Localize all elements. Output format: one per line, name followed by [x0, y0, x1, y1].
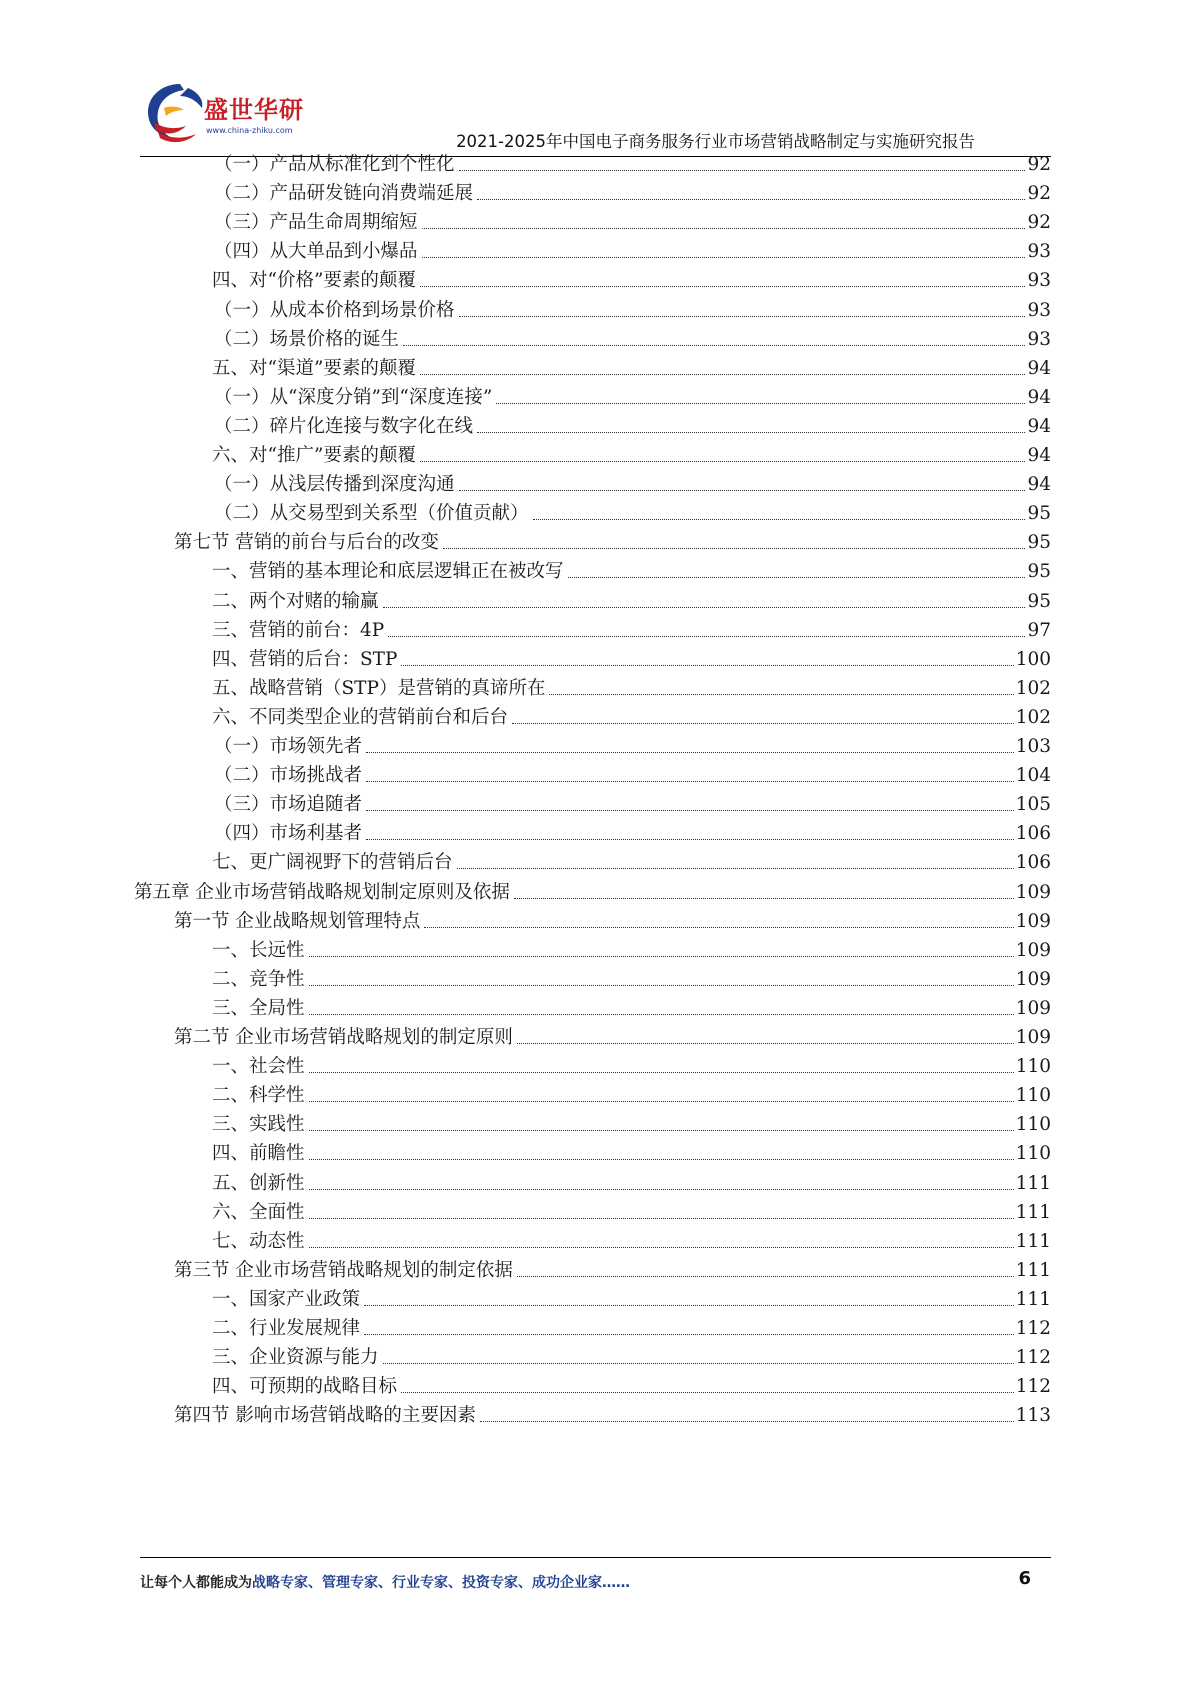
toc-entry-label: 六、不同类型企业的营销前台和后台	[212, 706, 509, 728]
toc-entry[interactable]	[212, 961, 1051, 992]
toc-entry-page: 109	[1015, 997, 1051, 1019]
toc-entry-page: 109	[1015, 910, 1051, 932]
toc-leader-dots	[459, 170, 1026, 171]
toc-leader-dots	[401, 1392, 1014, 1393]
toc-entry-label: 第三节 企业市场营销战略规划的制定依据	[174, 1259, 513, 1281]
toc-entry-page: 97	[1027, 619, 1051, 641]
brand-name: 盛世华研	[204, 96, 304, 124]
toc-entry[interactable]	[212, 437, 1051, 468]
toc-entry-label: （三）产品生命周期缩短	[214, 212, 418, 234]
toc-entry-label: 四、对“价格”要素的颠覆	[212, 270, 416, 292]
toc-leader-dots	[422, 228, 1026, 229]
toc-entry-page: 111	[1015, 1230, 1051, 1252]
toc-entry-page: 105	[1015, 794, 1051, 816]
toc-entry[interactable]	[212, 670, 1051, 701]
toc-entry-label: 五、对“渠道”要素的颠覆	[212, 357, 416, 379]
toc-entry-page: 93	[1027, 299, 1051, 321]
toc-entry-label: 一、社会性	[212, 1056, 305, 1078]
toc-leader-dots	[496, 403, 1025, 404]
toc-leader-dots	[424, 927, 1013, 928]
toc-entry[interactable]	[212, 1194, 1051, 1225]
toc-entry[interactable]	[212, 1135, 1051, 1166]
toc-entry-page: 112	[1015, 1376, 1051, 1398]
toc-entry-page: 110	[1015, 1114, 1051, 1136]
toc-entry-label: （四）市场利基者	[214, 823, 363, 845]
report-title: 2021-2025年中国电子商务服务行业市场营销战略制定与实施研究报告	[456, 132, 975, 151]
toc-entry[interactable]	[212, 641, 1051, 672]
toc-entry-label: 六、对“推广”要素的颠覆	[212, 445, 416, 466]
toc-entry-page: 95	[1027, 561, 1051, 583]
toc-entry[interactable]	[212, 844, 1051, 875]
toc-entry-label: （二）产品研发链向消费端延展	[214, 183, 474, 205]
toc-leader-dots	[477, 199, 1025, 200]
toc-leader-dots	[366, 781, 1014, 782]
footer-divider	[140, 1557, 1051, 1558]
toc-entry-label: （一）从成本价格到场景价格	[214, 299, 455, 321]
toc-entry-page: 111	[1015, 1201, 1051, 1223]
toc-leader-dots	[403, 345, 1025, 346]
toc-entry-page: 112	[1015, 1347, 1051, 1369]
toc-leader-dots	[401, 665, 1013, 666]
toc-leader-dots	[459, 490, 1026, 491]
toc-entry-page: 95	[1027, 590, 1051, 612]
toc-entry[interactable]	[212, 1106, 1051, 1137]
toc-entry-page: 100	[1015, 648, 1051, 670]
toc-entry-page: 94	[1027, 357, 1051, 379]
toc-leader-dots	[364, 1305, 1014, 1306]
toc-entry-label: 三、全局性	[212, 997, 305, 1019]
toc-leader-dots	[533, 519, 1026, 520]
toc-entry-page: 111	[1015, 1288, 1051, 1310]
toc-entry[interactable]	[174, 903, 1051, 934]
toc-entry[interactable]	[212, 1223, 1051, 1254]
toc-leader-dots	[514, 898, 1014, 899]
toc-leader-dots	[309, 1014, 1014, 1015]
toc-entry-page: 95	[1027, 503, 1051, 525]
toc-entry-page: 94	[1027, 474, 1051, 496]
toc-leader-dots	[549, 694, 1013, 695]
slogan-roles: 战略专家、管理专家、行业专家、投资专家、成功企业家……	[252, 1575, 630, 1591]
toc-leader-dots	[309, 1101, 1014, 1102]
toc-entry[interactable]	[214, 321, 1051, 352]
toc-entry-page: 109	[1015, 968, 1051, 990]
toc-leader-dots	[309, 1247, 1014, 1248]
toc-entry[interactable]	[214, 728, 1051, 759]
toc-entry-label: 七、动态性	[212, 1230, 305, 1252]
toc-entry[interactable]	[214, 786, 1051, 817]
toc-entry-page: 94	[1027, 445, 1051, 466]
toc-entry-label: 四、前瞻性	[212, 1143, 305, 1165]
toc-entry-page: 94	[1027, 386, 1051, 408]
toc-entry-page: 113	[1015, 1405, 1051, 1427]
logo-emblem-icon	[140, 78, 212, 148]
toc-entry[interactable]	[214, 815, 1051, 846]
toc-entry-label: 二、竞争性	[212, 968, 305, 990]
toc-entry[interactable]	[214, 757, 1051, 788]
toc-entry-label: 五、创新性	[212, 1172, 305, 1194]
page-header	[0, 0, 1191, 160]
toc-entry[interactable]	[214, 495, 1051, 526]
toc-entry-label: 一、长远性	[212, 939, 305, 961]
toc-entry-label: 第七节 营销的前台与后台的改变	[174, 532, 439, 554]
toc-entry-page: 94	[1027, 415, 1051, 437]
toc-entry-page: 111	[1015, 1259, 1051, 1281]
toc-entry-page: 92	[1027, 154, 1051, 175]
toc-entry[interactable]	[214, 204, 1051, 235]
toc-entry-page: 93	[1027, 241, 1051, 263]
toc-entry-page: 102	[1015, 677, 1051, 699]
toc-entry-page: 95	[1027, 532, 1051, 554]
toc-leader-dots	[383, 1363, 1014, 1364]
page-number: 6	[1018, 1568, 1031, 1589]
toc-entry-page: 102	[1015, 706, 1051, 728]
toc-leader-dots	[457, 868, 1014, 869]
toc-entry-label: 三、企业资源与能力	[212, 1347, 379, 1369]
toc-entry-label: （二）从交易型到关系型（价值贡献）	[214, 503, 529, 525]
toc-leader-dots	[309, 1218, 1014, 1219]
toc-entry-label: （二）碎片化连接与数字化在线	[214, 415, 474, 437]
toc-entry-label: 二、两个对赌的输赢	[212, 590, 379, 612]
toc-entry-label: （一）从“深度分销”到“深度连接”	[214, 386, 493, 408]
company-logo	[140, 78, 320, 148]
toc-entry-label: （二）市场挑战者	[214, 765, 363, 787]
toc-entry-label: 一、营销的基本理论和底层逻辑正在被改写	[212, 561, 564, 583]
toc-leader-dots	[309, 956, 1014, 957]
toc-leader-dots	[517, 1043, 1014, 1044]
toc-entry-page: 109	[1015, 1027, 1051, 1048]
toc-entry-label: 六、全面性	[212, 1201, 305, 1223]
toc-entry-label: 五、战略营销（STP）是营销的真谛所在	[212, 677, 546, 699]
toc-leader-dots	[420, 461, 1026, 462]
toc-leader-dots	[388, 636, 1025, 637]
toc-entry-page: 106	[1015, 823, 1051, 845]
toc-entry-label: 七、更广阔视野下的营销后台	[212, 852, 453, 874]
footer-slogan	[140, 1572, 630, 1592]
toc-entry-label: 三、营销的前台：4P	[212, 619, 385, 641]
toc-entry[interactable]	[212, 553, 1051, 584]
toc-entry-label: 一、国家产业政策	[212, 1288, 361, 1310]
toc-entry[interactable]	[214, 379, 1051, 410]
toc-entry-page: 92	[1027, 183, 1051, 205]
toc-entry-label: 二、科学性	[212, 1085, 305, 1107]
toc-entry-label: 二、行业发展规律	[212, 1318, 361, 1339]
toc-entry-page: 110	[1015, 1085, 1051, 1107]
toc-entry-page: 110	[1015, 1143, 1051, 1165]
toc-entry[interactable]	[174, 1252, 1051, 1283]
toc-entry-page: 93	[1027, 328, 1051, 350]
toc-entry-page: 110	[1015, 1056, 1051, 1078]
toc-entry[interactable]	[212, 1165, 1051, 1196]
toc-entry[interactable]	[212, 1310, 1051, 1341]
toc-entry[interactable]	[214, 146, 1051, 177]
toc-leader-dots	[366, 839, 1014, 840]
toc-leader-dots	[477, 432, 1025, 433]
toc-entry-page: 104	[1015, 765, 1051, 787]
toc-leader-dots	[309, 1189, 1014, 1190]
toc-leader-dots	[420, 286, 1026, 287]
toc-entry-page: 109	[1015, 939, 1051, 961]
toc-entry-label: 第二节 企业市场营销战略规划的制定原则	[174, 1027, 513, 1048]
toc-entry-page: 92	[1027, 212, 1051, 234]
toc-entry-label: （二）场景价格的诞生	[214, 328, 400, 350]
toc-leader-dots	[309, 985, 1014, 986]
toc-leader-dots	[383, 607, 1026, 608]
toc-leader-dots	[309, 1130, 1014, 1131]
toc-leader-dots	[366, 810, 1014, 811]
toc-entry[interactable]	[212, 1368, 1051, 1399]
toc-entry[interactable]	[214, 408, 1051, 439]
toc-entry[interactable]	[214, 175, 1051, 206]
toc-entry-page: 93	[1027, 270, 1051, 292]
toc-entry[interactable]	[212, 1339, 1051, 1370]
toc-entry[interactable]	[212, 262, 1051, 293]
toc-entry[interactable]	[212, 990, 1051, 1021]
toc-leader-dots	[512, 723, 1014, 724]
toc-entry-page: 112	[1015, 1318, 1051, 1339]
toc-entry[interactable]	[214, 233, 1051, 264]
toc-entry-label: （一）市场领先者	[214, 736, 363, 757]
toc-entry-page: 109	[1015, 881, 1051, 903]
toc-leader-dots	[517, 1276, 1014, 1277]
toc-entry-label: （一）产品从标准化到个性化	[214, 154, 455, 175]
toc-entry-label: 第五章 企业市场营销战略规划制定原则及依据	[134, 881, 510, 903]
toc-entry-label: （四）从大单品到小爆品	[214, 241, 418, 263]
toc-entry-label: （一）从浅层传播到深度沟通	[214, 474, 455, 496]
toc-leader-dots	[366, 752, 1014, 753]
toc-entry-label: 第一节 企业战略规划管理特点	[174, 910, 421, 932]
toc-entry[interactable]	[214, 292, 1051, 323]
toc-entry-label: 三、实践性	[212, 1114, 305, 1136]
brand-url: www.china-zhiku.com	[206, 126, 293, 135]
toc-leader-dots	[309, 1072, 1014, 1073]
toc-entry[interactable]	[134, 874, 1051, 905]
toc-entry[interactable]	[174, 1019, 1051, 1050]
slogan-lead: 让每个人都能成为	[140, 1575, 252, 1591]
toc-entry-page: 111	[1015, 1172, 1051, 1194]
toc-leader-dots	[459, 316, 1026, 317]
toc-entry-label: （三）市场追随者	[214, 794, 363, 816]
toc-entry[interactable]	[212, 350, 1051, 381]
toc-entry[interactable]	[212, 612, 1051, 643]
toc-entry[interactable]	[212, 1048, 1051, 1079]
toc-leader-dots	[364, 1334, 1014, 1335]
toc-entry[interactable]	[174, 1397, 1051, 1428]
toc-leader-dots	[568, 577, 1026, 578]
toc-entry[interactable]	[212, 583, 1051, 614]
toc-leader-dots	[309, 1159, 1014, 1160]
toc-entry[interactable]	[212, 1281, 1051, 1312]
toc-leader-dots	[420, 374, 1026, 375]
toc-leader-dots	[480, 1421, 1014, 1422]
toc-leader-dots	[422, 257, 1026, 258]
toc-entry[interactable]	[212, 932, 1051, 963]
toc-entry-label: 四、营销的后台：STP	[212, 648, 398, 670]
toc-entry[interactable]	[212, 699, 1051, 730]
toc-leader-dots	[443, 548, 1026, 549]
toc-entry-page: 103	[1015, 736, 1051, 757]
toc-entry[interactable]	[212, 1077, 1051, 1108]
toc-entry[interactable]	[214, 466, 1051, 497]
toc-entry-page: 106	[1015, 852, 1051, 874]
toc-entry-label: 第四节 影响市场营销战略的主要因素	[174, 1405, 476, 1427]
toc-entry[interactable]	[174, 524, 1051, 555]
toc-entry-label: 四、可预期的战略目标	[212, 1376, 398, 1398]
